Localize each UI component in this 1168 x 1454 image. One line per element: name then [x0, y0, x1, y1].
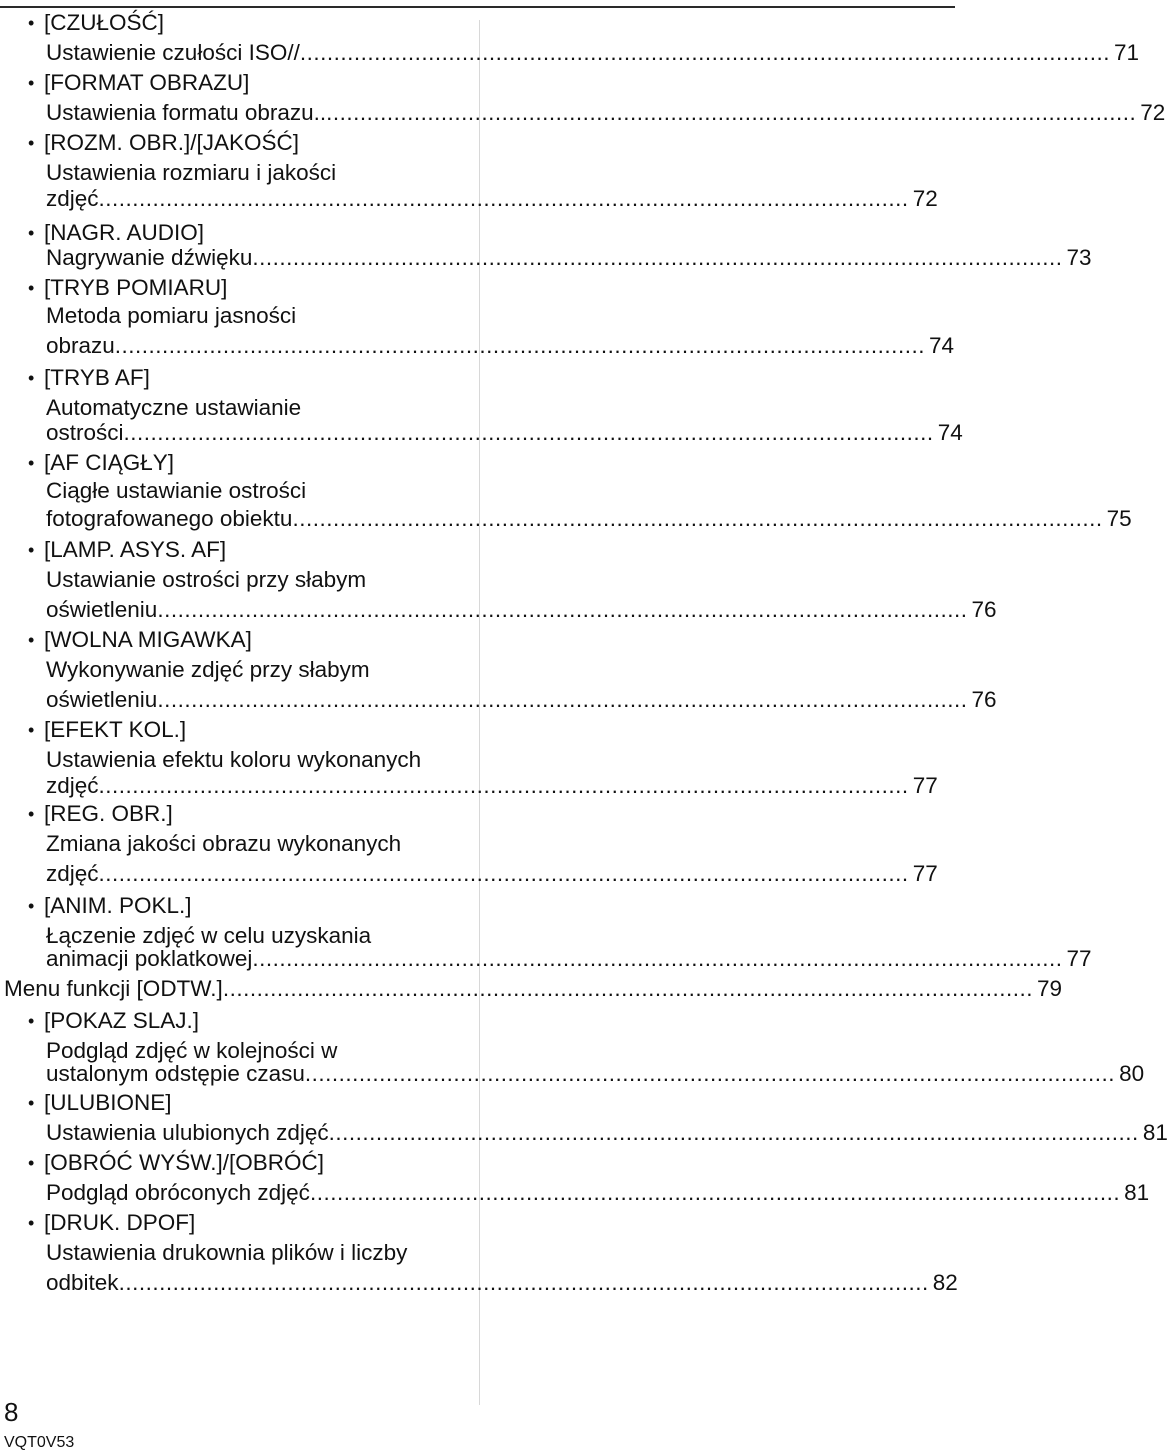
bullet-icon: • [28, 133, 35, 153]
page-ref: 76 [971, 687, 997, 712]
page-ref: 80 [1119, 1061, 1145, 1086]
page-ref: 76 [971, 597, 997, 622]
page-ref: 73 [1066, 245, 1092, 270]
top-rule [0, 6, 955, 8]
dot-leader: ........................................................................................................................ [157, 597, 968, 622]
entry-description: Ustawienia drukownia plików i liczby [46, 1240, 408, 1265]
entry-heading: [TRYB AF] [44, 365, 150, 390]
page-ref: 72 [1140, 100, 1166, 125]
entry-leader [46, 506, 1132, 532]
dot-leader: ........................................................................................................................ [114, 333, 925, 358]
dot-leader: ........................................................................................................................ [157, 687, 968, 712]
page-ref: 74 [937, 420, 963, 445]
entry-leader [46, 333, 954, 359]
entry-leader [46, 420, 963, 446]
bullet-icon: • [28, 453, 35, 473]
entry-description: Wykonywanie zdjęć przy słabym [46, 657, 370, 682]
bullet-icon: • [28, 1093, 35, 1113]
entry-heading: [DRUK. DPOF] [44, 1210, 196, 1235]
dot-leader: ........................................................................................................................ [222, 976, 1033, 1001]
entry-description: Podgląd zdjęć w kolejności w [46, 1038, 338, 1063]
page-ref: 72 [912, 186, 938, 211]
entry-heading: [POKAZ SLAJ.] [44, 1008, 200, 1033]
page-number: 8 [4, 1397, 19, 1427]
entry-leader [46, 946, 1092, 972]
entry-text: animacji poklatkowej [46, 946, 253, 971]
bullet-icon: • [28, 223, 35, 243]
page-ref: 74 [928, 333, 954, 358]
dot-leader: ........................................................................................................................ [292, 506, 1103, 531]
bullet-icon: • [28, 896, 35, 916]
entry-heading: [EFEKT KOL.] [44, 717, 187, 742]
entry-leader [46, 1270, 958, 1296]
dot-leader: ........................................................................................................................ [118, 1270, 929, 1295]
dot-leader: ........................................................................................................................ [299, 40, 1110, 65]
page-ref: 77 [1066, 946, 1092, 971]
entry-heading: [ULUBIONE] [44, 1090, 172, 1115]
entry-description: Łączenie zdjęć w celu uzyskania [46, 923, 372, 948]
entry-text: ustalonym odstępie czasu [46, 1061, 305, 1086]
page-ref: 81 [1142, 1120, 1168, 1145]
entry-leader [46, 1061, 1145, 1087]
bullet-icon: • [28, 368, 35, 388]
dot-leader: ........................................................................................................................ [304, 1061, 1116, 1086]
bullet-icon: • [28, 804, 35, 824]
entry-text: Menu funkcji [ODTW.] [4, 976, 223, 1001]
section-heading [4, 976, 1062, 1002]
dot-leader: ........................................................................................................................ [98, 186, 909, 211]
entry-text: Nagrywanie dźwięku [46, 245, 253, 270]
page-ref: 81 [1124, 1180, 1150, 1205]
dot-leader: ........................................................................................................................ [309, 1180, 1121, 1205]
bullet-icon: • [28, 720, 35, 740]
model-code: VQT0V53 [4, 1434, 75, 1451]
page-ref: 75 [1106, 506, 1132, 531]
entry-heading: [NAGR. AUDIO] [44, 220, 205, 245]
entry-text: Ustawienie czułości ISO// [46, 40, 300, 65]
entry-leader [46, 861, 938, 887]
entry-heading: [CZUŁOŚĆ] [44, 10, 165, 35]
entry-description: Metoda pomiaru jasności [46, 303, 297, 328]
entry-text: Ustawienia formatu obrazu.. [46, 100, 327, 125]
entry-heading: [ROZM. OBR.]/[JAKOŚĆ] [44, 130, 300, 155]
entry-leader [46, 773, 938, 799]
entry-leader [46, 40, 1140, 66]
entry-description: Ustawianie ostrości przy słabym [46, 567, 367, 592]
entry-text: zdjęć [46, 861, 99, 886]
bullet-icon: • [28, 1153, 35, 1173]
entry-text: oświetleniu [46, 597, 158, 622]
page-ref: 82 [932, 1270, 958, 1295]
entry-heading: [AF CIĄGŁY] [44, 450, 175, 475]
entry-heading: [TRYB POMIARU] [44, 275, 228, 300]
entry-leader [46, 245, 1092, 271]
entry-text: zdjęć [46, 773, 99, 798]
entry-leader [46, 1120, 1168, 1146]
entry-description: Ustawienia efektu koloru wykonanych [46, 747, 422, 772]
page-ref: 71 [1114, 40, 1140, 65]
bullet-icon: • [28, 278, 35, 298]
entry-description: Zmiana jakości obrazu wykonanych [46, 831, 402, 856]
entry-text: obrazu [46, 333, 115, 358]
entry-heading: [FORMAT OBRAZU] [44, 70, 250, 95]
dot-leader: ........................................................................................................................ [98, 773, 909, 798]
entry-heading: [WOLNA MIGAWKA] [44, 627, 252, 652]
dot-leader: ........................................................................................................................ [326, 100, 1137, 125]
dot-leader: ........................................................................................................................ [123, 420, 934, 445]
entry-text: oświetleniu [46, 687, 158, 712]
bullet-icon: • [28, 1213, 35, 1233]
bullet-icon: • [28, 630, 35, 650]
entry-description: Ustawienia rozmiaru i jakości [46, 160, 337, 185]
entry-text: Podgląd obróconych zdjęć [46, 1180, 310, 1205]
entry-heading: [OBRÓĆ WYŚW.]/[OBRÓĆ] [44, 1150, 325, 1175]
entry-leader [46, 186, 938, 212]
page-ref: 77 [912, 861, 938, 886]
entry-description: Ciągłe ustawianie ostrości [46, 478, 307, 503]
dot-leader: ........................................................................................................................ [252, 245, 1063, 270]
dot-leader: ........................................................................................................................ [328, 1120, 1139, 1145]
entry-description: Automatyczne ustawianie [46, 395, 302, 420]
bullet-icon: • [28, 73, 35, 93]
bullet-icon: • [28, 1011, 35, 1031]
entry-text: zdjęć [46, 186, 99, 211]
page-ref: 79 [1036, 976, 1062, 1001]
entry-heading: [ANIM. POKL.] [44, 893, 192, 918]
entry-heading: [LAMP. ASYS. AF] [44, 537, 227, 562]
bullet-icon: • [28, 13, 35, 33]
entry-text: Ustawienia ulubionych zdjęć [46, 1120, 329, 1145]
dot-leader: ........................................................................................................................ [98, 861, 909, 886]
entry-text: fotografowanego obiektu [46, 506, 293, 531]
dot-leader: ........................................................................................................................ [252, 946, 1063, 971]
entry-leader [46, 100, 1166, 126]
bullet-icon: • [28, 540, 35, 560]
page-ref: 77 [912, 773, 938, 798]
entry-leader [46, 687, 997, 713]
entry-text: odbitek [46, 1270, 119, 1295]
entry-heading: [REG. OBR.] [44, 801, 173, 826]
entry-leader [46, 1180, 1150, 1206]
entry-leader [46, 597, 997, 623]
entry-text: ostrości [46, 420, 124, 445]
